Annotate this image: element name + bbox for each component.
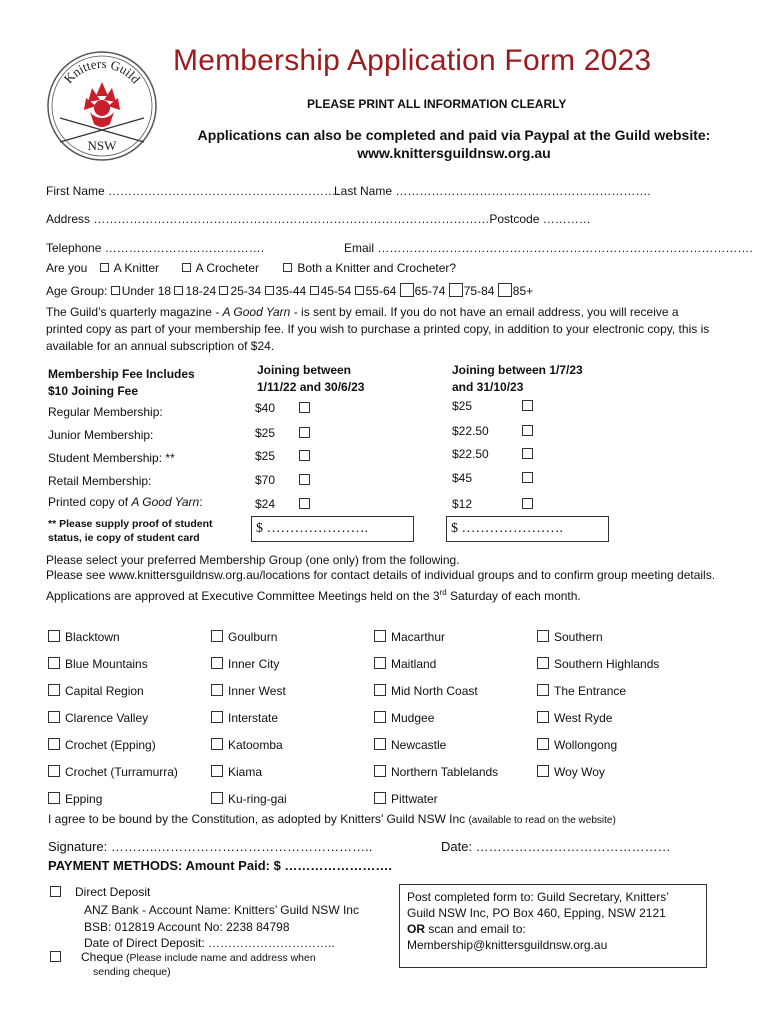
last-name-field[interactable]: Last Name ………………………………………………………. [334,184,651,198]
group-option[interactable]: Wollongong [537,738,659,765]
groups-column-4 [537,630,659,792]
telephone-field[interactable]: Telephone …………………………………. [46,241,265,255]
waratah-flower-icon [84,82,120,127]
cheque-note: sending cheque) [93,966,171,978]
first-name-field[interactable]: First Name …………………………………………………. [46,184,340,198]
print-instruction: PLEASE PRINT ALL INFORMATION CLEARLY [307,97,567,111]
age-75-84[interactable]: 75-84 [449,284,495,298]
checkbox-icon[interactable] [100,263,109,272]
age-group-label: Age Group: [46,284,108,298]
checkbox-icon[interactable] [219,286,228,295]
checkbox-icon [537,684,549,696]
checkbox-icon [299,450,310,461]
group-option[interactable]: Crochet (Epping) [48,738,178,765]
knitter-option[interactable]: A Knitter [100,261,159,275]
checkbox-icon [48,738,60,750]
checkbox-icon [48,711,60,723]
amount-box-b[interactable]: $ …………………. [446,516,609,542]
bank-details: ANZ Bank - Account Name: Knitters’ Guild NSW Inc BSB: 012819 Account No: 2238 84798 Date of Direct Deposit: ………………………….. [84,903,359,950]
group-option[interactable]: Northern Tablelands [374,765,498,792]
age-18-24[interactable]: 18-24 [174,284,216,298]
checkbox-icon [522,448,533,459]
logo-bottom-text: NSW [87,138,117,153]
group-option[interactable]: Kiama [211,765,287,792]
age-under-18[interactable]: Under 18 [111,284,171,298]
age-45-54[interactable]: 45-54 [310,284,352,298]
address-field[interactable]: Address ………………………………………………………………………………………Postcode ………… [46,212,591,226]
checkbox-icon [48,765,60,777]
checkbox-icon [374,630,386,642]
postal-instructions-box: Post completed form to: Guild Secretary, Knitters’ Guild NSW Inc, PO Box 460, Epping, NSW 2121 OR scan and email to: Membership@knittersguildnsw.org.au [399,884,707,968]
group-option[interactable]: Interstate [211,711,287,738]
groups-column-2 [211,630,287,819]
checkbox-icon [211,711,223,723]
group-option[interactable]: Capital Region [48,684,178,711]
checkbox-icon [211,684,223,696]
checkbox-icon[interactable] [182,263,191,272]
checkbox-icon [48,657,60,669]
magazine-title: A Good Yarn [222,305,291,319]
checkbox-icon[interactable] [174,286,183,295]
date-field[interactable]: Date: ……………………………………… [441,839,671,854]
checkbox-icon[interactable] [265,286,274,295]
checkbox-icon [299,474,310,485]
checkbox-icon [522,400,533,411]
paypal-line-1: Applications can also be completed and paid via Paypal at the Guild website: [197,127,711,143]
fee-row-label: Retail Membership: [48,474,152,488]
groups-column-3 [374,630,498,819]
checkbox-icon [48,630,60,642]
col-b-heading: Joining between 1/7/23 and 31/10/23 [452,363,583,394]
group-option[interactable]: Mid North Coast [374,684,498,711]
paypal-website: www.knittersguildnsw.org.au [357,145,551,161]
fee-b-printed[interactable]: $12 [452,497,533,511]
checkbox-icon [374,792,386,804]
checkbox-icon [374,738,386,750]
amount-box-a[interactable]: $ …………………. [251,516,414,542]
fee-row-label: Regular Membership: [48,405,163,419]
checkbox-icon [537,738,549,750]
group-option[interactable]: Ku-ring-gai [211,792,287,819]
group-option[interactable]: Blue Mountains [48,657,178,684]
fee-row-label: Printed copy of A Good Yarn: [48,495,203,509]
fee-b-retail[interactable]: $45 [452,471,533,485]
fee-b-regular[interactable]: $25 [452,399,533,413]
group-option[interactable]: Blacktown [48,630,178,657]
group-option[interactable]: Goulburn [211,630,287,657]
checkbox-icon[interactable] [111,286,120,295]
checkbox-icon [374,711,386,723]
checkbox-icon [211,765,223,777]
group-option[interactable]: Southern [537,630,659,657]
checkbox-icon [374,684,386,696]
checkbox-icon [374,765,386,777]
logo-top-text: Knitters Guild [60,55,144,87]
checkbox-icon [299,427,310,438]
checkbox-icon [48,684,60,696]
checkbox-icon [211,657,223,669]
both-option[interactable]: Both a Knitter and Crocheter? [283,261,456,275]
checkbox-icon [211,630,223,642]
group-option[interactable]: Pittwater [374,792,498,819]
checkbox-icon[interactable] [283,263,292,272]
group-option[interactable]: Inner West [211,684,287,711]
fee-a-junior[interactable]: $25 [255,426,310,440]
direct-deposit-option[interactable]: Direct Deposit [50,885,150,899]
checkbox-icon[interactable] [310,286,319,295]
checkbox-icon [522,498,533,509]
checkbox-icon[interactable] [355,286,364,295]
age-25-34[interactable]: 25-34 [219,284,261,298]
cheque-option[interactable]: Cheque (Please include name and address when [50,950,316,964]
checkbox-icon [299,498,310,509]
checkbox-icon[interactable] [498,283,512,297]
fee-a-printed[interactable]: $24 [255,497,310,511]
groups-column-1 [48,630,178,819]
date-of-deposit-field[interactable]: Date of Direct Deposit: ………………………….. [84,936,335,950]
checkbox-icon[interactable] [449,283,463,297]
age-65-74[interactable]: 65-74 [400,284,446,298]
group-option[interactable]: Epping [48,792,178,819]
membership-email[interactable]: Membership@knittersguildnsw.org.au [407,938,608,952]
col-a-heading: Joining between 1/11/22 and 30/6/23 [257,363,365,394]
checkbox-icon [50,951,61,962]
knitters-guild-logo [46,50,158,162]
fee-a-retail[interactable]: $70 [255,473,310,487]
are-you-label: Are you [46,261,88,275]
fee-b-junior[interactable]: $22.50 [452,424,533,438]
group-option[interactable]: Inner City [211,657,287,684]
checkbox-icon [211,738,223,750]
age-85-plus[interactable]: 85+ [498,284,533,298]
student-proof-note: ** Please supply proof of student status, ie copy of student card [48,518,213,544]
checkbox-icon [374,657,386,669]
groups-instructions: Please select your preferred Membership Group (one only) from the following. Please see www.knittersguildnsw.org.au/locations for contact details of individual groups and to confirm group meeting details. Applications are approved at Executive Committee Meetings held on the 3rd Saturday of each month. [46,553,716,603]
paypal-notice [180,126,728,162]
fee-includes-heading: Membership Fee Includes $10 Joining Fee [48,367,195,398]
email-field[interactable]: Email …………………………………………………………………………………. [344,241,753,255]
fee-row-label: Student Membership: ** [48,451,175,465]
group-option[interactable]: The Entrance [537,684,659,711]
checkbox-icon [522,425,533,436]
group-option[interactable]: Crochet (Turramurra) [48,765,178,792]
group-option[interactable]: Katoomba [211,738,287,765]
group-option[interactable]: Newcastle [374,738,498,765]
age-35-44[interactable]: 35-44 [265,284,307,298]
checkbox-icon [299,402,310,413]
payment-heading: PAYMENT METHODS: Amount Paid: $ ……………………. [48,858,393,873]
fee-b-student[interactable]: $22.50 [452,447,533,461]
checkbox-icon [537,630,549,642]
fee-a-student[interactable]: $25 [255,449,310,463]
group-option[interactable]: Macarthur [374,630,498,657]
group-option[interactable]: West Ryde [537,711,659,738]
checkbox-icon [48,792,60,804]
age-group-row [46,283,533,298]
group-option[interactable]: Clarence Valley [48,711,178,738]
constitution-agreement: I agree to be bound by the Constitution, as adopted by Knitters’ Guild NSW Inc (available to read on the website) [48,812,616,826]
checkbox-icon [537,765,549,777]
checkbox-icon [50,886,61,897]
magazine-paragraph: The Guild’s quarterly magazine - A Good Yarn - is sent by email. If you do not have an email address, you will receive a printed copy as part of your membership fee. If you wish to purchase a printed copy, in addition to your electronic copy, this is available for an annual subscription of $24. [46,305,710,353]
checkbox-icon [522,472,533,483]
signature-field[interactable]: Signature: ………..………………………………………….. [48,839,373,854]
checkbox-icon [537,657,549,669]
checkbox-icon[interactable] [400,283,414,297]
form-title: Membership Application Form 2023 [173,44,652,77]
fee-row-label: Junior Membership: [48,428,154,442]
crocheter-option[interactable]: A Crocheter [182,261,259,275]
age-55-64[interactable]: 55-64 [355,284,397,298]
checkbox-icon [537,711,549,723]
group-option[interactable]: Mudgee [374,711,498,738]
group-option[interactable]: Southern Highlands [537,657,659,684]
checkbox-icon [211,792,223,804]
group-option[interactable]: Woy Woy [537,765,659,792]
group-option[interactable]: Maitland [374,657,498,684]
fee-a-regular[interactable]: $40 [255,401,310,415]
